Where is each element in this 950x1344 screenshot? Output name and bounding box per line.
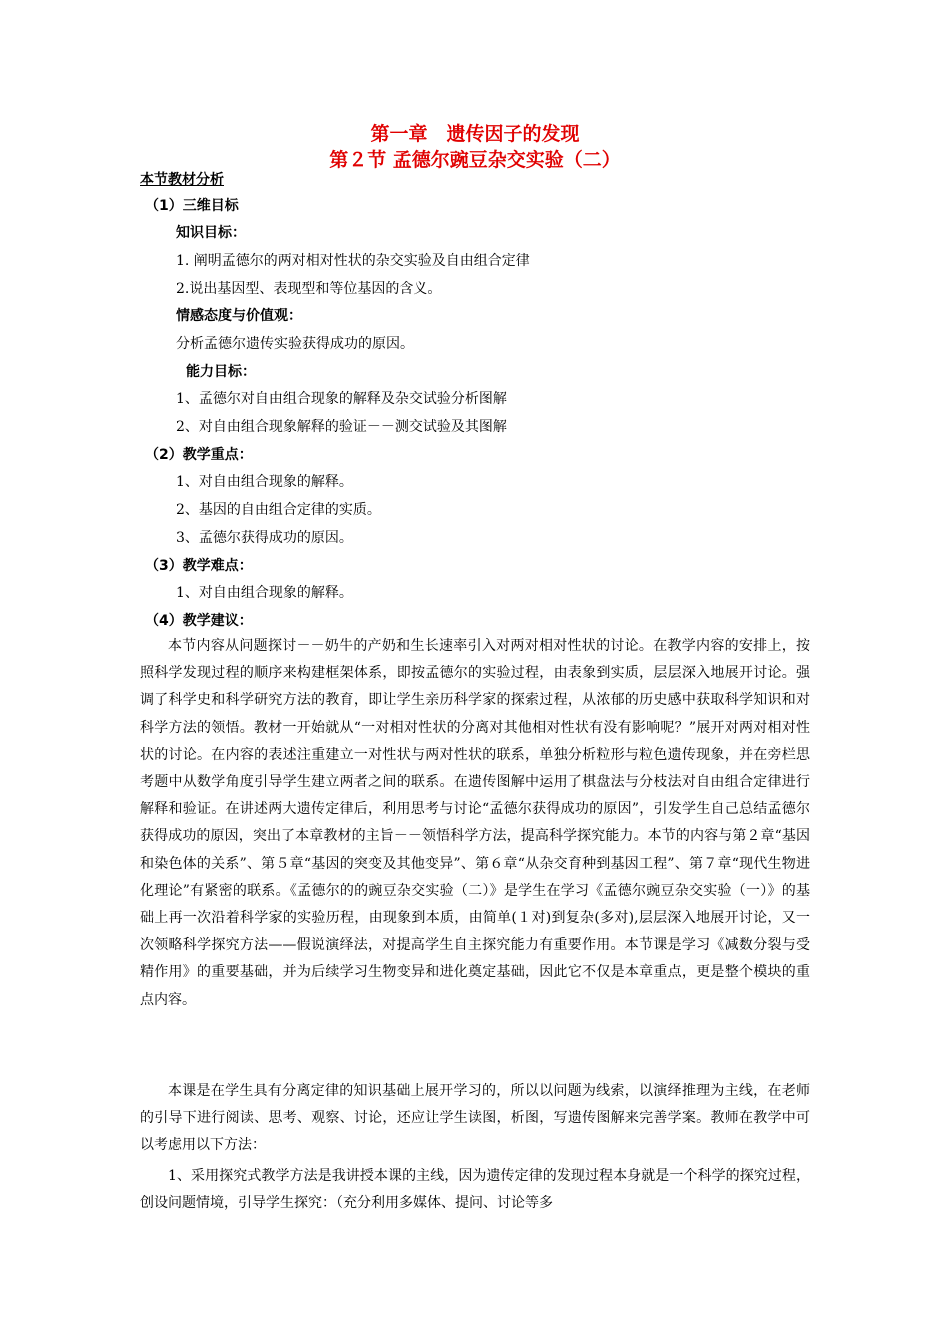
goals-heading: （1）三维目标 [145, 198, 239, 214]
suggestion-paragraph-2: 本课是在学生具有分离定律的知识基础上展开学习的，所以以问题为线索，以演绎推理为主线，在老师的引导下进行阅读、思考、观察、讨论，还应让学生读图，析图，写遗传图解来完善学案。教师在教学中可以考虑用以下方法： [140, 1083, 810, 1154]
suggestions-heading: （4）教学建议： [145, 613, 253, 629]
emotion-goal-label: 情感态度与价值观： [176, 308, 302, 324]
section-title: 第２节 孟德尔豌豆杂交实验（二） [329, 149, 621, 171]
difficulty-1: 1、对自由组合现象的解释。 [176, 585, 353, 601]
chapter-title: 第一章 遗传因子的发现 [370, 123, 580, 145]
knowledge-item-2: 2.说出基因型、表现型和等位基因的含义。 [176, 281, 442, 297]
key-points-heading: （2）教学重点： [145, 447, 253, 463]
analysis-heading: 本节教材分析 [140, 172, 224, 188]
knowledge-goal-label: 知识目标： [176, 225, 246, 241]
suggestion-paragraph-1: 本节内容从问题探讨－－奶牛的产奶和生长速率引入对两对相对性状的讨论。在教学内容的安排上，按照科学发现过程的顺序来构建框架体系，即按孟德尔的实验过程，由表象到实质，层层深入地展开讨论。强调了科学史和科学研究方法的教育，即让学生亲历科学家的探索过程，从浓郁的历史感中获取科学知识和对科学方法的领悟。教材一开始就从“一对相对性状的分离对其他相对性状有没有影响呢？”展开对两对相对性状的讨论。在内容的表述注重建立一对性状与两对性状的联系，单独分析粒形与粒色遗传现象，并在旁栏思考题中从数学角度引导学生建立两者之间的联系。在遗传图解中运用了棋盘法与分枝法对自由组合定律进行解释和验证。在讲述两大遗传定律后，利用思考与讨论“孟德尔获得成功的原因”，引发学生自己总结孟德尔获得成功的原因，突出了本章教材的主旨－－领悟科学方法，提高科学探究能力。本节的内容与第２章“基因和染色体的关系”、第５章“基因的突变及其他变异”、第６章“从杂交育种到基因工程”、第７章“现代生物进化理论”有紧密的联系。《孟德尔的的豌豆杂交实验（二）》是学生在学习《孟德尔豌豆杂交实验（一）》的基础上再一次沿着科学家的实验历程，由现象到本质，由简单(１对)到复杂(多对),层层深入地展开讨论，又一次领略科学探究方法——假说演绎法，对提高学生自主探究能力有重要作用。本节课是学习《减数分裂与受精作用》的重要基础，并为后续学习生物变异和进化奠定基础，因此它不仅是本章重点，更是整个模块的重点内容。 [140, 638, 810, 1008]
key-point-1: 1、对自由组合现象的解释。 [176, 474, 353, 490]
difficulties-heading: （3）教学难点： [145, 558, 253, 574]
ability-item-1: 1、孟德尔对自由组合现象的解释及杂交试验分析图解 [176, 391, 507, 407]
ability-item-2: 2、对自由组合现象解释的验证－－测交试验及其图解 [176, 419, 507, 435]
ability-goal-label: 能力目标： [186, 364, 256, 380]
emotion-item-1: 分析孟德尔遗传实验获得成功的原因。 [176, 336, 414, 352]
key-point-3: 3、孟德尔获得成功的原因。 [176, 530, 353, 546]
suggestion-paragraph-3: 1、采用探究式教学方法是我讲授本课的主线，因为遗传定律的发现过程本身就是一个科学的探究过程，创设问题情境，引导学生探究：（充分利用多媒体、提问、讨论等多 [140, 1168, 810, 1212]
knowledge-item-1: 1. 阐明孟德尔的两对相对性状的杂交实验及自由组合定律 [176, 253, 530, 269]
key-point-2: 2、基因的自由组合定律的实质。 [176, 502, 381, 518]
